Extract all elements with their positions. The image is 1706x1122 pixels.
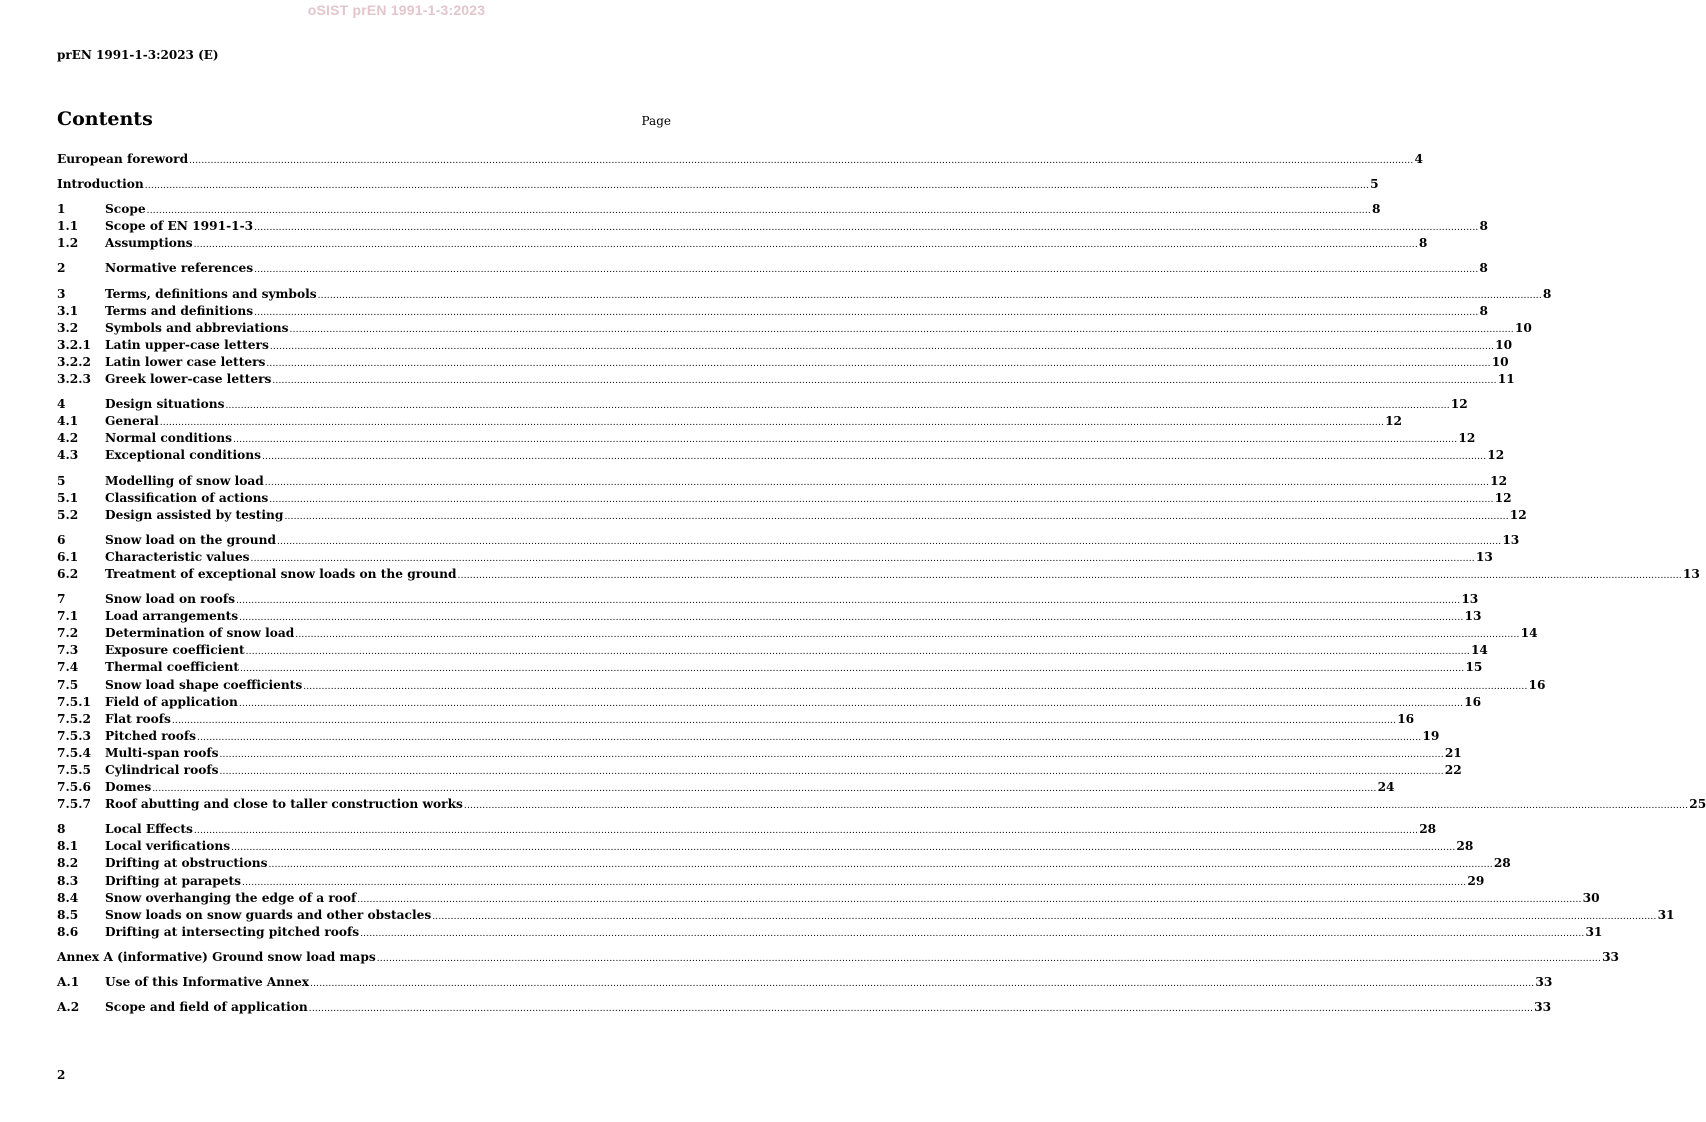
toc-entry-page: 25 — [1689, 797, 1706, 812]
dot-leader: ................................................................................................................................................................................................................................................................................................................................................................................................................ — [272, 376, 1497, 387]
toc-entry[interactable] — [57, 235, 1428, 252]
toc-entry-page: 13 — [1682, 566, 1700, 581]
toc-entry-title: Snow load on the ground — [105, 532, 276, 547]
toc-entry[interactable] — [57, 354, 1509, 371]
dot-leader: ................................................................................................................................................................................................................................................................................................................................................................................................................ — [276, 536, 1502, 547]
toc-entry-number: 7.4 — [57, 660, 79, 675]
toc-entry-title: Cylindrical roofs — [105, 763, 219, 777]
toc-entry[interactable] — [57, 974, 1553, 991]
toc-entry-number: 8.3 — [57, 873, 79, 888]
toc-entry-title: Flat roofs — [105, 711, 171, 726]
toc-entry[interactable] — [57, 711, 1415, 728]
toc-entry-page: 4 — [1414, 152, 1423, 166]
toc-entry-page: 29 — [1467, 873, 1485, 888]
toc-entry-title: Roof abutting and close to taller construction works — [105, 797, 463, 812]
dot-leader: ................................................................................................................................................................................................................................................................................................................................................................................................................ — [225, 401, 1450, 412]
toc-entry-page: 10 — [1491, 354, 1509, 369]
toc-entry-title: Snow load on roofs — [105, 592, 235, 607]
dot-leader: ................................................................................................................................................................................................................................................................................................................................................................................................................ — [231, 843, 1456, 854]
dot-leader: ................................................................................................................................................................................................................................................................................................................................................................................................................ — [360, 928, 1585, 939]
toc-entry-number: 7.5.4 — [57, 745, 91, 760]
toc-entry-title: Local verifications — [105, 839, 231, 854]
toc-entry-number: 1.2 — [57, 236, 79, 251]
toc-entry[interactable] — [57, 151, 1423, 168]
toc-entry-title: Introduction — [57, 177, 144, 192]
toc-entry-number: 5 — [57, 473, 66, 488]
dot-leader: ................................................................................................................................................................................................................................................................................................................................................................................................................ — [303, 681, 1528, 692]
dot-leader: ................................................................................................................................................................................................................................................................................................................................................................................................................ — [245, 647, 1470, 658]
toc-entry-page: 22 — [1444, 763, 1462, 777]
toc-entry-page: 24 — [1377, 780, 1395, 795]
toc-section — [57, 532, 1700, 583]
toc-entry-page: 13 — [1461, 592, 1479, 607]
toc-entry-page: 12 — [1509, 507, 1527, 522]
toc-entry[interactable] — [57, 532, 1520, 549]
toc-entry[interactable] — [57, 176, 1379, 193]
toc-entry-title: Drifting at parapets — [105, 873, 242, 888]
toc-entry-number: 7.5 — [57, 677, 79, 692]
toc-entry[interactable] — [57, 371, 1515, 388]
toc-entry-number: 7.5.7 — [57, 797, 91, 812]
toc-entry-page: 33 — [1602, 949, 1620, 964]
toc-entry-number: A.2 — [57, 1000, 80, 1015]
toc-entry-number: 4 — [57, 397, 66, 412]
dot-leader: ................................................................................................................................................................................................................................................................................................................................................................................................................ — [295, 630, 1520, 641]
toc-section — [57, 260, 1488, 277]
toc-entry-title: Pitched roofs — [105, 728, 197, 743]
toc-entry-number: 4.1 — [57, 414, 79, 429]
toc-entry-page: 21 — [1444, 745, 1462, 760]
toc-entry-page: 33 — [1535, 975, 1553, 990]
toc-entry[interactable] — [57, 286, 1552, 303]
toc-entry-title: Drifting at intersecting pitched roofs — [105, 924, 360, 939]
toc-entry-title: Exceptional conditions — [105, 448, 261, 463]
toc-entry-number: 7.5.3 — [57, 728, 91, 743]
dot-leader: ................................................................................................................................................................................................................................................................................................................................................................................................................ — [250, 553, 1475, 564]
toc-section — [57, 591, 1706, 813]
toc-entry-title: Determination of snow load — [105, 626, 295, 641]
toc-entry-title: Annex A (informative) Ground snow load maps — [57, 949, 376, 964]
toc-entry-page: 19 — [1422, 728, 1440, 743]
toc-entry-page: 28 — [1419, 822, 1437, 837]
toc-entry-page: 8 — [1479, 261, 1488, 276]
toc-entry-page: 28 — [1493, 856, 1511, 871]
toc-entry-number: 3.2.2 — [57, 354, 91, 369]
toc-entry[interactable] — [57, 873, 1485, 890]
toc-entry-title: Thermal coefficient — [105, 660, 240, 675]
dot-leader: ................................................................................................................................................................................................................................................................................................................................................................................................................ — [289, 324, 1514, 335]
toc-entry-title: Assumptions — [105, 236, 193, 251]
dot-leader: ................................................................................................................................................................................................................................................................................................................................................................................................................ — [269, 341, 1495, 352]
toc-entry-number: 4.2 — [57, 431, 79, 446]
dot-leader: ................................................................................................................................................................................................................................................................................................................................................................................................................ — [463, 801, 1689, 812]
toc-entry[interactable] — [57, 890, 1600, 907]
dot-leader: ................................................................................................................................................................................................................................................................................................................................................................................................................ — [284, 511, 1509, 522]
toc-entry-number: 7.5.6 — [57, 780, 91, 795]
toc-section — [57, 473, 1527, 524]
toc-entry-title: Normative references — [105, 261, 254, 276]
toc-entry-title: Latin lower case letters — [105, 354, 266, 369]
toc-entry-title: Terms, definitions and symbols — [105, 286, 317, 301]
toc-entry[interactable] — [57, 320, 1532, 337]
toc-entry-page: 12 — [1385, 414, 1403, 429]
dot-leader: ................................................................................................................................................................................................................................................................................................................................................................................................................ — [254, 223, 1479, 234]
dot-leader: ................................................................................................................................................................................................................................................................................................................................................................................................................ — [254, 265, 1479, 276]
toc-entry-page: 5 — [1370, 177, 1379, 192]
toc-entry-title: General — [105, 414, 159, 429]
toc-entry[interactable] — [57, 625, 1538, 642]
dot-leader: ................................................................................................................................................................................................................................................................................................................................................................................................................ — [193, 826, 1419, 837]
toc-section — [57, 821, 1675, 941]
table-of-contents — [57, 151, 1706, 1024]
toc-entry-page: 30 — [1582, 890, 1600, 905]
toc-entry-page: 10 — [1495, 337, 1513, 352]
toc-entry[interactable] — [57, 507, 1527, 524]
page-title: Contents — [57, 108, 153, 130]
toc-entry-title: Characteristic values — [105, 549, 250, 564]
toc-entry-page: 16 — [1464, 694, 1482, 709]
toc-entry[interactable] — [57, 430, 1476, 447]
dot-leader: ................................................................................................................................................................................................................................................................................................................................................................................................................ — [266, 358, 1491, 369]
toc-entry-page: 12 — [1487, 448, 1505, 463]
toc-section — [57, 396, 1505, 464]
dot-leader: ................................................................................................................................................................................................................................................................................................................................................................................................................ — [357, 894, 1582, 905]
dot-leader: ................................................................................................................................................................................................................................................................................................................................................................................................................ — [193, 240, 1418, 251]
toc-entry[interactable] — [57, 728, 1440, 745]
dot-leader: ................................................................................................................................................................................................................................................................................................................................................................................................................ — [264, 477, 1490, 488]
toc-entry-page: 8 — [1479, 219, 1488, 234]
toc-entry[interactable] — [57, 762, 1462, 779]
dot-leader: ................................................................................................................................................................................................................................................................................................................................................................................................................ — [457, 570, 1682, 581]
toc-entry-page: 8 — [1542, 286, 1552, 301]
toc-entry-number: 8.6 — [57, 924, 79, 939]
dot-leader: ................................................................................................................................................................................................................................................................................................................................................................................................................ — [239, 613, 1464, 624]
dot-leader: ................................................................................................................................................................................................................................................................................................................................................................................................................ — [240, 664, 1465, 675]
toc-entry-page: 28 — [1456, 839, 1474, 854]
toc-entry-number: 8.2 — [57, 856, 79, 871]
toc-entry-page: 8 — [1479, 303, 1488, 318]
toc-entry-page: 33 — [1534, 1000, 1552, 1015]
toc-entry[interactable] — [57, 303, 1488, 320]
dot-leader: ................................................................................................................................................................................................................................................................................................................................................................................................................ — [242, 877, 1467, 888]
toc-entry-number: 3.1 — [57, 303, 79, 318]
dot-leader: ................................................................................................................................................................................................................................................................................................................................................................................................................ — [197, 732, 1422, 743]
toc-entry-title: Design situations — [105, 397, 225, 412]
toc-entry-title: Snow loads on snow guards and other obstacles — [105, 907, 432, 922]
toc-entry-page: 11 — [1497, 372, 1515, 387]
toc-entry-page: 16 — [1397, 711, 1415, 726]
dot-leader: ................................................................................................................................................................................................................................................................................................................................................................................................................ — [269, 494, 1494, 505]
toc-entry-title: Multi-span roofs — [105, 745, 219, 760]
dot-leader: ................................................................................................................................................................................................................................................................................................................................................................................................................ — [238, 698, 1464, 709]
page-column-label: Page — [641, 114, 671, 128]
toc-entry-number: A.1 — [57, 975, 80, 990]
toc-entry-page: 10 — [1514, 320, 1532, 335]
dot-leader: ................................................................................................................................................................................................................................................................................................................................................................................................................ — [261, 452, 1487, 463]
toc-entry-number: 7.2 — [57, 626, 79, 641]
toc-entry[interactable] — [57, 796, 1706, 813]
dot-leader: ................................................................................................................................................................................................................................................................................................................................................................................................................ — [308, 1004, 1534, 1015]
toc-entry-number: 7.5.1 — [57, 694, 91, 709]
toc-entry-number: 6.1 — [57, 549, 79, 564]
toc-entry-number: 2 — [57, 261, 66, 276]
toc-entry-title: Snow load shape coefficients — [105, 677, 303, 692]
toc-entry-title: Exposure coefficient — [105, 643, 245, 658]
dot-leader: ................................................................................................................................................................................................................................................................................................................................................................................................................ — [254, 307, 1479, 318]
toc-entry-title: Treatment of exceptional snow loads on the ground — [105, 566, 457, 581]
toc-entry-number: 3 — [57, 286, 66, 301]
toc-entry[interactable] — [57, 907, 1675, 924]
toc-entry[interactable] — [57, 447, 1505, 464]
toc-entry-title: Scope and field of application — [105, 1000, 308, 1015]
toc-entry-page: 13 — [1475, 549, 1493, 564]
toc-entry-page: 12 — [1490, 473, 1508, 488]
toc-entry[interactable] — [57, 260, 1488, 277]
dot-leader: ................................................................................................................................................................................................................................................................................................................................................................................................................ — [432, 911, 1657, 922]
toc-entry-number: 6 — [57, 532, 66, 547]
toc-entry-page: 12 — [1458, 431, 1476, 446]
toc-section — [57, 949, 1620, 1016]
toc-entry-title: Domes — [105, 780, 152, 795]
dot-leader: ................................................................................................................................................................................................................................................................................................................................................................................................................ — [189, 156, 1414, 166]
toc-entry-page: 31 — [1657, 907, 1675, 922]
toc-entry[interactable] — [57, 677, 1546, 694]
toc-entry[interactable] — [57, 413, 1403, 430]
toc-section — [57, 151, 1423, 168]
toc-entry[interactable] — [57, 473, 1508, 490]
document-reference: prEN 1991-1-3:2023 (E) — [57, 48, 219, 62]
toc-entry-number: 3.2 — [57, 320, 79, 335]
toc-entry[interactable] — [57, 642, 1488, 659]
toc-entry[interactable] — [57, 694, 1482, 711]
dot-leader: ................................................................................................................................................................................................................................................................................................................................................................................................................ — [171, 715, 1397, 726]
toc-entry[interactable] — [57, 949, 1620, 966]
toc-entry-title: Symbols and abbreviations — [105, 320, 289, 335]
toc-entry-title: Greek lower-case letters — [105, 372, 272, 387]
toc-section — [57, 201, 1488, 252]
watermark: oSIST prEN 1991-1-3:2023 — [307, 2, 486, 18]
toc-entry-number: 7.5.5 — [57, 763, 91, 777]
toc-entry[interactable] — [57, 591, 1479, 608]
toc-entry[interactable] — [57, 821, 1437, 838]
toc-entry-number: 8 — [57, 822, 66, 837]
toc-entry[interactable] — [57, 566, 1700, 583]
toc-entry-title: European foreword — [57, 152, 189, 166]
toc-entry-page: 31 — [1585, 924, 1603, 939]
toc-entry[interactable] — [57, 201, 1381, 218]
toc-entry[interactable] — [57, 924, 1603, 941]
toc-entry[interactable] — [57, 608, 1482, 625]
dot-leader: ................................................................................................................................................................................................................................................................................................................................................................................................................ — [317, 290, 1542, 301]
dot-leader: ................................................................................................................................................................................................................................................................................................................................................................................................................ — [376, 953, 1602, 964]
toc-entry-number: 6.2 — [57, 566, 79, 581]
dot-leader: ................................................................................................................................................................................................................................................................................................................................................................................................................ — [233, 435, 1458, 446]
toc-entry-title: Field of application — [105, 694, 238, 709]
toc-entry[interactable] — [57, 999, 1552, 1016]
toc-entry-page: 13 — [1464, 609, 1482, 624]
toc-entry-number: 3.2.3 — [57, 372, 91, 387]
toc-entry-page: 8 — [1371, 202, 1381, 217]
dot-leader: ................................................................................................................................................................................................................................................................................................................................................................................................................ — [144, 181, 1370, 192]
toc-entry-page: 12 — [1450, 397, 1468, 412]
toc-entry-number: 4.3 — [57, 448, 79, 463]
toc-entry-number: 7.5.2 — [57, 711, 91, 726]
dot-leader: ................................................................................................................................................................................................................................................................................................................................................................................................................ — [219, 767, 1444, 777]
toc-entry[interactable] — [57, 855, 1511, 872]
toc-entry-title: Scope of EN 1991-1-3 — [105, 219, 254, 234]
toc-entry-title: Modelling of snow load — [105, 473, 264, 488]
toc-entry[interactable] — [57, 218, 1488, 235]
toc-entry[interactable] — [57, 396, 1468, 413]
toc-entry-page: 14 — [1520, 626, 1538, 641]
toc-entry-title: Design assisted by testing — [105, 507, 284, 522]
toc-entry-number: 8.5 — [57, 907, 79, 922]
toc-entry[interactable] — [57, 745, 1462, 762]
toc-entry-title: Load arrangements — [105, 609, 239, 624]
dot-leader: ................................................................................................................................................................................................................................................................................................................................................................................................................ — [152, 784, 1377, 795]
dot-leader: ................................................................................................................................................................................................................................................................................................................................................................................................................ — [146, 206, 1371, 217]
toc-entry-number: 5.2 — [57, 507, 79, 522]
toc-entry-page: 15 — [1465, 660, 1483, 675]
toc-entry-number: 7 — [57, 592, 66, 607]
toc-entry-title: Snow overhanging the edge of a roof — [105, 890, 357, 905]
toc-entry-number: 3.2.1 — [57, 337, 91, 352]
toc-entry[interactable] — [57, 838, 1474, 855]
toc-entry-number: 7.3 — [57, 643, 79, 658]
toc-entry-number: 8.4 — [57, 890, 79, 905]
toc-section — [57, 176, 1379, 193]
toc-entry-title: Classification of actions — [105, 490, 269, 505]
toc-entry-page: 12 — [1494, 490, 1512, 505]
dot-leader: ................................................................................................................................................................................................................................................................................................................................................................................................................ — [235, 596, 1461, 607]
toc-entry-number: 1.1 — [57, 219, 79, 234]
toc-section — [57, 286, 1552, 389]
toc-entry-page: 8 — [1418, 236, 1428, 251]
page-number: 2 — [57, 1068, 66, 1082]
toc-entry-page: 14 — [1470, 643, 1488, 658]
toc-entry-title: Scope — [105, 202, 146, 217]
toc-entry-number: 1 — [57, 202, 66, 217]
toc-entry-title: Use of this Informative Annex — [105, 975, 310, 990]
toc-entry-number: 5.1 — [57, 490, 79, 505]
toc-entry-title: Local Effects — [105, 822, 193, 837]
toc-entry-title: Terms and definitions — [105, 303, 254, 318]
dot-leader: ................................................................................................................................................................................................................................................................................................................................................................................................................ — [219, 749, 1444, 760]
toc-entry[interactable] — [57, 659, 1483, 676]
toc-entry[interactable] — [57, 490, 1512, 507]
toc-entry[interactable] — [57, 337, 1513, 354]
toc-entry-page: 16 — [1528, 677, 1546, 692]
toc-entry[interactable] — [57, 549, 1493, 566]
dot-leader: ................................................................................................................................................................................................................................................................................................................................................................................................................ — [310, 979, 1535, 990]
toc-entry-title: Drifting at obstructions — [105, 856, 268, 871]
dot-leader: ................................................................................................................................................................................................................................................................................................................................................................................................................ — [159, 418, 1385, 429]
contents-heading — [57, 108, 671, 134]
toc-entry-number: 7.1 — [57, 609, 79, 624]
toc-entry[interactable] — [57, 779, 1395, 796]
dot-leader: ................................................................................................................................................................................................................................................................................................................................................................................................................ — [268, 860, 1493, 871]
toc-entry-number: 8.1 — [57, 839, 79, 854]
toc-entry-title: Normal conditions — [105, 431, 233, 446]
toc-entry-title: Latin upper-case letters — [105, 337, 269, 352]
toc-entry-page: 13 — [1502, 532, 1520, 547]
